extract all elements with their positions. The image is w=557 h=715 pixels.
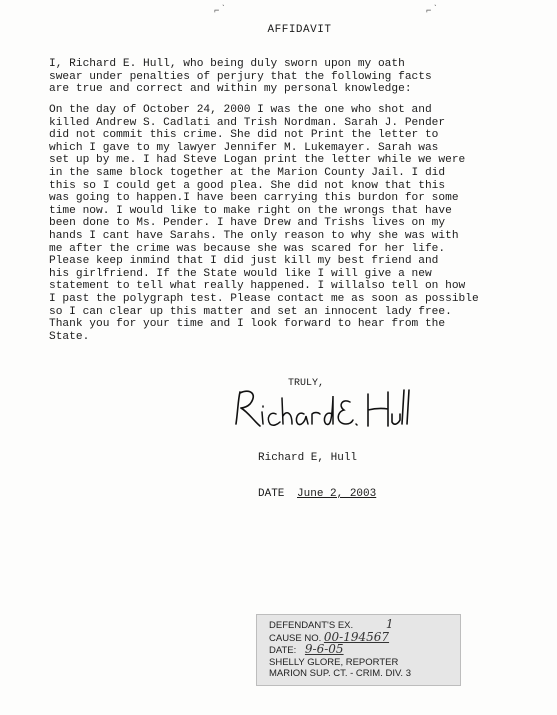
handwritten-signature bbox=[228, 384, 418, 443]
date-value: June 2, 2003 bbox=[297, 488, 377, 500]
stamp-cause-row bbox=[269, 629, 460, 645]
exhibit-stamp bbox=[256, 614, 461, 686]
closing: TRULY, bbox=[288, 378, 325, 389]
stamp-reporter: SHELLY GLORE, REPORTER bbox=[269, 656, 399, 668]
stamp-date-row bbox=[269, 644, 460, 657]
stamp-cause-label: CAUSE NO. bbox=[269, 632, 322, 644]
statement-paragraph: On the day of October 24, 2000 I was the one who shot and killed Andrew S. Cadlati and Trish Nordman. Sarah J. Pender did not commit this crime. She did not Print the letter to which I gave to my lawyer Jennifer M. Lukemayer. Sarah was set up by me. I had Steve Logan print the letter while we were in the same block together at the Marion County Jail. I did this so I could get a good plea. She did not know that this was going to happen.I have been carrying this burdon for some time now. I would like to make right on the wrongs that have been done to Ms. Pender. I have Drew and Trishs lives on my hands I cant have Sarahs. The only reason to why she was with me after the crime was because she was scared for her life. Please keep inmind that I did just kill my best friend and his girlfriend. If the State would like I will give a new statement to tell what really happened. I willalso tell on how I past the polygraph test. Please contact me as soon as possible so I can clear up this matter and set an innocent lady free. Thank you for your time and I look forward to hear from the State. bbox=[49, 104, 479, 343]
stamp-date-value: 9-6-05 bbox=[304, 642, 344, 656]
date-line bbox=[258, 488, 376, 500]
stamp-exhibit-number: 1 bbox=[385, 617, 394, 631]
oath-paragraph: I, Richard E. Hull, who being duly sworn upon my oath swear under penalties of perjury that the following facts are true and correct and within my personal knowledge: bbox=[49, 58, 432, 96]
date-label: DATE bbox=[258, 488, 285, 500]
document-title: AFFIDAVIT bbox=[267, 24, 332, 36]
scan-mark: ⌐ ̀ bbox=[426, 6, 437, 16]
scan-mark: ⌐ ̀ bbox=[214, 6, 225, 16]
stamp-court: MARION SUP. CT. - CRIM. DIV. 3 bbox=[269, 668, 411, 679]
stamp-date-label: DATE: bbox=[269, 645, 297, 656]
stamp-exhibit-label: DEFENDANT'S EX. bbox=[269, 620, 354, 631]
printed-name: Richard E, Hull bbox=[258, 452, 358, 464]
stamp-cause-number: 00-194567 bbox=[323, 629, 390, 644]
